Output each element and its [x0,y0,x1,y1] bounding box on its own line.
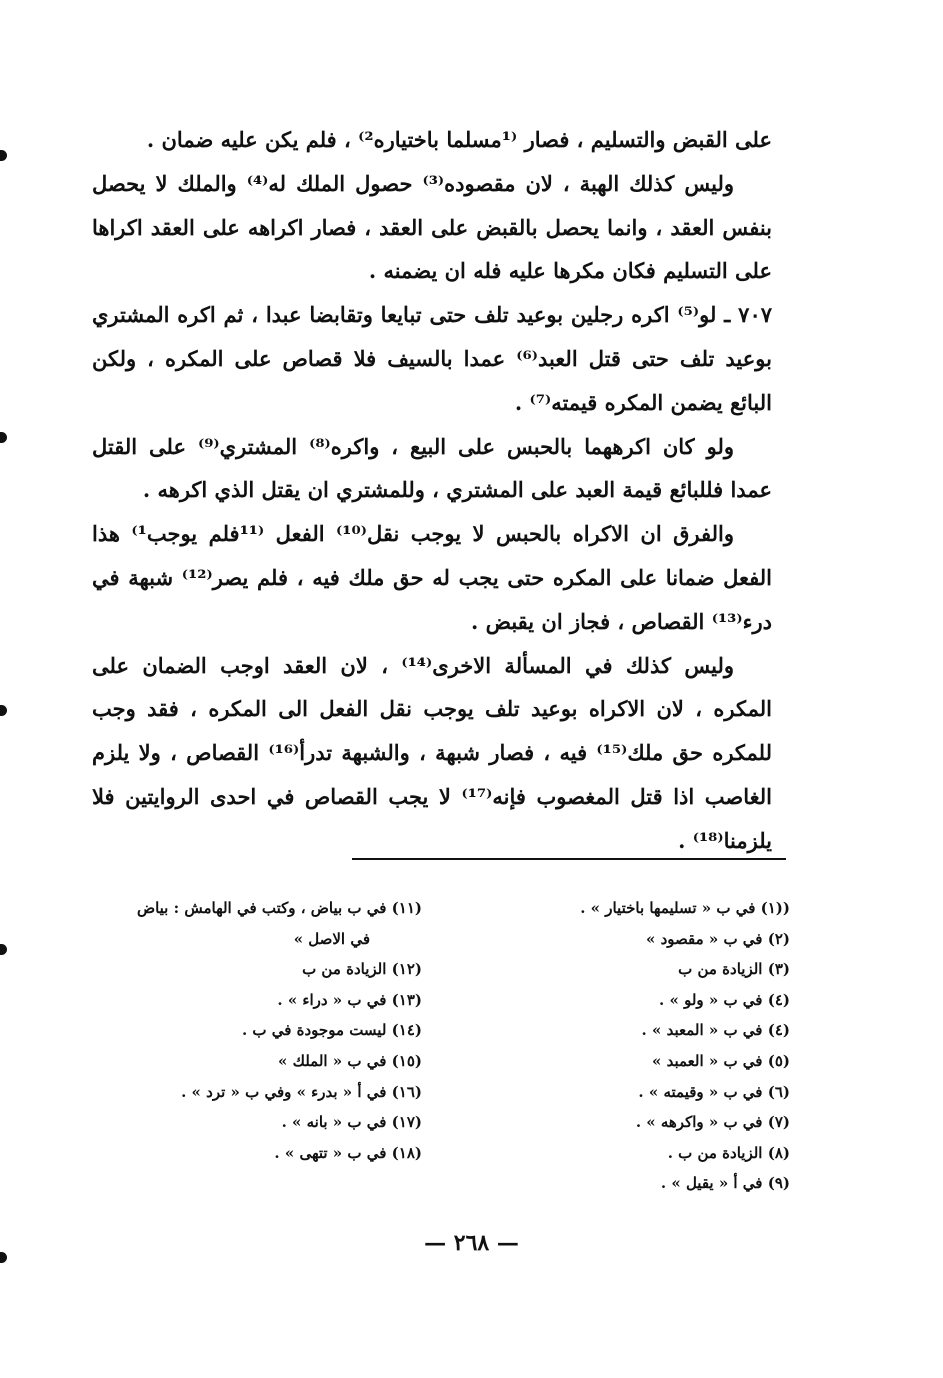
paragraph: وليس كذلك الهبة ، لان مقصوده⁽³⁾ حصول الملك له⁽⁴⁾ والملك لا يحصل بنفس العقد ، وانما يحصل بالقبض على العقد ، فصار اكراهه على العقد اكراها على التسليم فكان مكرها عليه فله ان يضمنه . [92,170,772,284]
footnote-separator [352,858,786,860]
scan-edge-mark [0,705,7,716]
main-text [92,118,772,863]
footnote [540,1168,790,1199]
footnote-text: في ب « المعبد » . [641,1021,763,1040]
footnote-number: (١٧) [391,1113,422,1132]
footnote [540,924,790,955]
scan-edge-mark [0,432,7,443]
footnote-number: (٦) [767,1082,790,1101]
footnote-text: في ب « واكرهه » . [635,1113,763,1132]
footnote-text: في ب « الملك » [277,1051,387,1070]
footnote [540,893,790,924]
footnote-number: (٢) [767,929,790,948]
paragraph: ولو كان اكرههما بالحبس على البيع ، واكره⁽⁸⁾ المشتري⁽⁹⁾ على القتل عمدا فللبائع قيمة العبد على المشتري ، وللمشتري ان يقتل الذي اكرهه . [92,433,772,503]
page-number: — ٢٦٨ — [424,1230,519,1256]
scan-edge-mark [0,944,7,955]
footnote-text: في ب « مقصود » [645,929,763,948]
footnote [540,1015,790,1046]
paragraph: والفرق ان الاكراه بالحبس لا يوجب نقل⁽¹⁰⁾ الفعل ⁽¹¹فلم يوجب¹⁾ هذا الفعل ضمانا على المكره حتى يجب له حق ملك فيه ، فلم يصر⁽¹²⁾ شبهة في درء⁽¹³⁾ القصاص ، فجاز ان يقبض . [92,521,773,634]
footnote-number: (١٣) [391,990,422,1009]
footnote-number: (٧) [767,1113,790,1132]
footnote [540,1077,790,1108]
paragraph: على القبض والتسليم ، فصار ⁽¹مسلما باختياره²⁾ ، فلم يكن عليه ضمان . [146,127,772,152]
footnote-text: في ب « تسليمها باختيار » . [580,899,756,917]
footnote-number: (٥) [767,1051,790,1070]
footnote-number: (١٨) [391,1143,422,1162]
footnote-number: (١٦) [391,1082,422,1101]
footnote-number: (١٥) [391,1051,422,1070]
footnote-number: (١١) [391,899,422,917]
footnote-text: الزيادة من ب . [667,1143,763,1162]
footnote-text: في ب « دراء » . [277,990,387,1009]
footnote-text: في ب « تتهى » . [274,1143,387,1162]
footnote-text: في ب بياض ، وكتب في الهامش : بياض [136,899,387,917]
footnote-text: الزيادة من ب [678,960,763,979]
footnote [540,954,790,985]
footnote [540,985,790,1016]
footnote [92,1046,422,1077]
footnote [92,954,422,985]
footnotes-right-column [540,893,790,1199]
paragraph: وليس كذلك في المسألة الاخرى⁽¹⁴⁾ ، لان العقد اوجب الضمان على المكره ، لان الاكراه بوعيد تلف يوجب نقل الفعل الى المكره ، فقد وجب للمكره حق ملك⁽¹⁵⁾ فيه ، فصار شبهة ، والشبهة تدرأ⁽¹⁶⁾ القصاص ، ولا يلزم الغاصب اذا قتل المغصوب فإنه⁽¹⁷⁾ لا يجب القصاص في احدى الروايتين فلا يلزمنا⁽¹⁸⁾ . [92,652,773,853]
footnote [92,1077,422,1108]
footnote [92,1138,422,1169]
footnote-text: في ب « وقيمته » . [638,1082,763,1101]
footnote-text: الزيادة من ب [302,960,387,979]
footnote-number: ((١) [760,899,790,917]
footnote [540,1107,790,1138]
footnote-number: (٨) [767,1143,790,1162]
footnote-number: (١٤) [391,1021,422,1040]
footnote-text: في ب « ولو » . [659,990,763,1009]
footnote-text: في أ « يقيل » . [660,1174,763,1193]
footnotes-left-column [92,893,422,1168]
footnote [92,893,422,924]
footnote-number: (١٢) [391,960,422,979]
footnote-continuation: في الاصل » [293,929,370,948]
footnote [92,1107,422,1138]
footnote-number: (٣) [767,960,790,979]
footnote [92,1015,422,1046]
footnote-number: (٩) [767,1174,790,1193]
footnote-number: (٤) [767,990,790,1009]
footnote-number: (٤) [767,1021,790,1040]
footnote-text: ليست موجودة في ب . [241,1021,387,1040]
footnote [92,985,422,1016]
scan-edge-mark [0,150,7,161]
footnote [540,1046,790,1077]
footnote [540,1138,790,1169]
footnote-text: في ب « العمبد » [652,1051,763,1070]
footnote-text: في ب « بانه » . [281,1113,387,1132]
footnote-text: في أ « بدرء » وفي ب « ترد » . [181,1082,387,1101]
paragraph: ٧٠٧ ـ لو⁽⁵⁾ اكره رجلين بوعيد تلف حتى تبايعا وتقابضا عبدا ، ثم اكره المشتري بوعيد تلف حتى قتل العبد⁽⁶⁾ عمدا بالسيف فلا قصاص على المكره ، ولكن البائع يضمن المكره قيمته⁽⁷⁾ . [92,302,773,415]
